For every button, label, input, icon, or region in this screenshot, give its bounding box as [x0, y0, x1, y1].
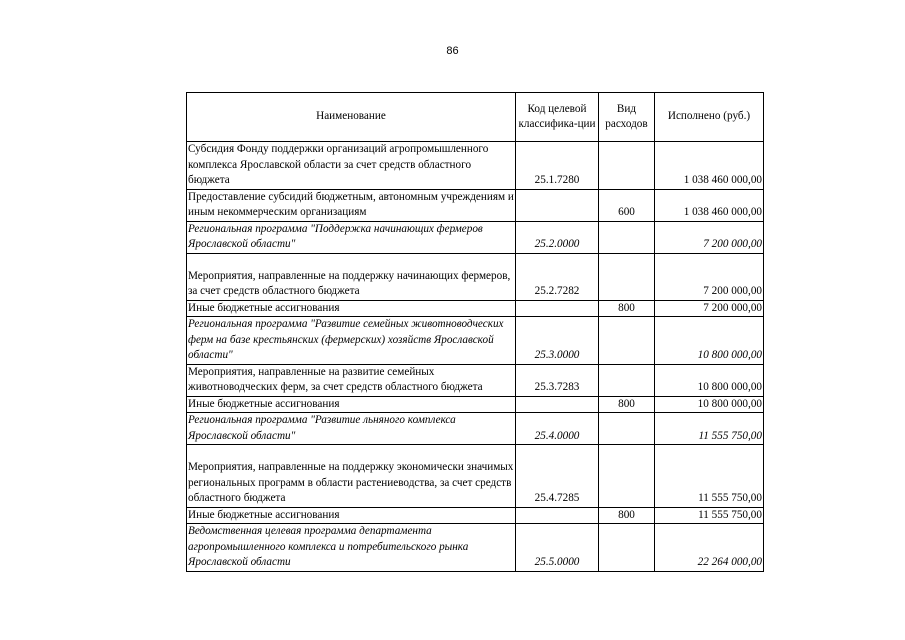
cell-code: [516, 396, 599, 413]
table-row: [187, 189, 764, 221]
table-row: [187, 364, 764, 396]
cell-sum: 11 555 750,00: [655, 507, 764, 524]
cell-kind: 600: [599, 189, 655, 221]
table-row: [187, 413, 764, 445]
cell-kind: [599, 364, 655, 396]
cell-kind: [599, 524, 655, 572]
cell-code: 25.4.0000: [516, 413, 599, 445]
cell-code: 25.4.7285: [516, 445, 599, 508]
cell-kind: [599, 413, 655, 445]
table-row: [187, 142, 764, 190]
cell-name: Субсидия Фонду поддержки организаций агропромышленного комплекса Ярославской области за счет средств областного бюджета: [187, 142, 516, 190]
cell-code: 25.5.0000: [516, 524, 599, 572]
table-header-row: [187, 93, 764, 142]
cell-name: Мероприятия, направленные на поддержку экономически значимых региональных программ в области растениеводства, за счет средств областного бюджета: [187, 445, 516, 508]
cell-kind: [599, 221, 655, 253]
cell-sum: 10 800 000,00: [655, 317, 764, 365]
header-code: Код целевой классифика-ции: [516, 93, 599, 142]
cell-kind: 800: [599, 396, 655, 413]
cell-kind: [599, 317, 655, 365]
cell-kind: 800: [599, 300, 655, 317]
cell-sum: 10 800 000,00: [655, 396, 764, 413]
cell-code: 25.2.0000: [516, 221, 599, 253]
cell-name: Иные бюджетные ассигнования: [187, 300, 516, 317]
cell-code: 25.3.0000: [516, 317, 599, 365]
cell-sum: 10 800 000,00: [655, 364, 764, 396]
cell-name: Мероприятия, направленные на поддержку начинающих фермеров, за счет средств областного бюджета: [187, 253, 516, 300]
header-sum: Исполнено (руб.): [655, 93, 764, 142]
cell-code: 25.2.7282: [516, 253, 599, 300]
cell-name: Предоставление субсидий бюджетным, автономным учреждениям и иным некоммерческим организациям: [187, 189, 516, 221]
cell-name: Мероприятия, направленные на развитие семейных животноводческих ферм, за счет средств областного бюджета: [187, 364, 516, 396]
budget-table: [186, 92, 764, 572]
cell-code: [516, 300, 599, 317]
cell-name: Иные бюджетные ассигнования: [187, 396, 516, 413]
cell-name: Региональная программа "Развитие льняного комплекса Ярославской области": [187, 413, 516, 445]
cell-sum: 7 200 000,00: [655, 253, 764, 300]
cell-sum: 7 200 000,00: [655, 221, 764, 253]
cell-sum: 1 038 460 000,00: [655, 189, 764, 221]
header-name: Наименование: [187, 93, 516, 142]
table-row: [187, 445, 764, 508]
cell-kind: [599, 142, 655, 190]
header-kind: Вид расходов: [599, 93, 655, 142]
cell-code: 25.3.7283: [516, 364, 599, 396]
cell-name: Иные бюджетные ассигнования: [187, 507, 516, 524]
cell-code: 25.1.7280: [516, 142, 599, 190]
table-row: [187, 317, 764, 365]
table-row: [187, 253, 764, 300]
cell-kind: 800: [599, 507, 655, 524]
cell-sum: 11 555 750,00: [655, 445, 764, 508]
table-row: [187, 524, 764, 572]
cell-code: [516, 189, 599, 221]
table-row: [187, 507, 764, 524]
table-row: [187, 221, 764, 253]
cell-name: Региональная программа "Развитие семейных животноводческих ферм на базе крестьянских (фермерских) хозяйств Ярославской области": [187, 317, 516, 365]
page-number: 86: [446, 45, 459, 57]
cell-sum: 11 555 750,00: [655, 413, 764, 445]
table-row: [187, 396, 764, 413]
cell-sum: 7 200 000,00: [655, 300, 764, 317]
table-row: [187, 300, 764, 317]
cell-sum: 22 264 000,00: [655, 524, 764, 572]
cell-kind: [599, 445, 655, 508]
cell-sum: 1 038 460 000,00: [655, 142, 764, 190]
cell-name: Ведомственная целевая программа департамента агропромышленного комплекса и потребительского рынка Ярославской области: [187, 524, 516, 572]
cell-kind: [599, 253, 655, 300]
cell-code: [516, 507, 599, 524]
cell-name: Региональная программа "Поддержка начинающих фермеров Ярославской области": [187, 221, 516, 253]
